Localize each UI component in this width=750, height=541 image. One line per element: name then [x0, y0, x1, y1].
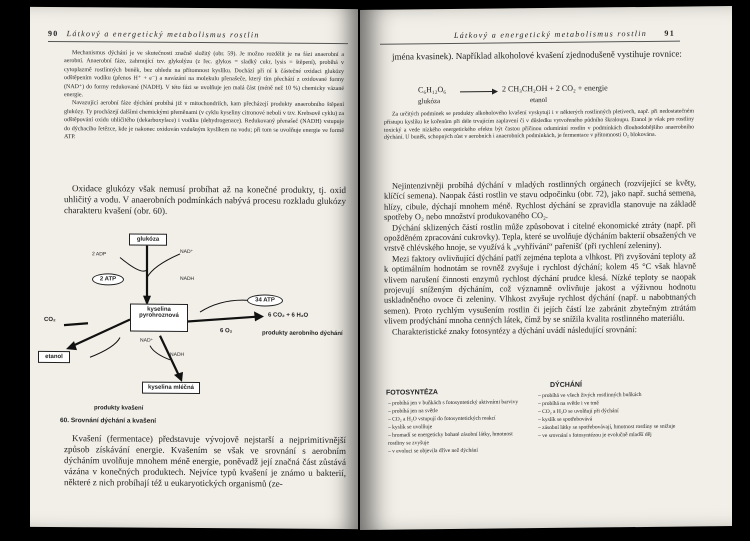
list-item: – probíhá jen na světle	[388, 406, 528, 415]
co2-label: CO₂	[44, 316, 56, 324]
respiration-list	[538, 391, 688, 441]
right-page-number: 91	[664, 28, 676, 38]
aerobic-products-label: produkty aerobního dýchání	[262, 330, 343, 338]
list-item: – ve srovnání s fotosyntézou je evolučně mladší děj	[538, 431, 688, 441]
right-head-text: Látkový a energetický metabolismus rostlin	[454, 28, 648, 40]
ferment-products-label: produkty kvašení	[94, 405, 144, 412]
formula-arrow	[460, 87, 500, 95]
nadh-2-label: NADH	[170, 351, 185, 358]
list-item: – zásobní látky se spotřebovávají, hmotnost rostliny se snižuje	[538, 423, 688, 433]
formula-sub-ethanol: etanol	[530, 95, 548, 105]
right-intro	[384, 48, 694, 62]
formula-products: 2 CH₃CH₂OH + 2 CO₂ + energie	[502, 83, 608, 94]
respiration-title: DÝCHÁNÍ	[550, 381, 582, 389]
ethanol-box: etanol	[38, 351, 70, 363]
list-item: – CO₂ a H₂O vstupují do fotosyntetických reakcí	[388, 414, 528, 423]
photosynthesis-list	[388, 398, 528, 455]
left-page-number: 90	[48, 28, 59, 39]
left-paragraph-2: Navazující aerobní fáze dýchání probíhá již v mitochondriích, kam přecházejí produkty anaerobního štěpení glukózy. Ty procházejí dalšími chemickými přeměnami (v cyklu kyseliny citronové neboli v tzv. Krebsově cyklu) za odštěpování oxidu uhličitého (dekarboxylace) i vodíku (dehydrogenace). Redukovaný přenašeč (NADH) vstupuje do dýchacího řetězce, kde je nakonec oxidován vzdušným kyslíkem na vodu; při tom se uvolňuje energie ve formě ATP.	[64, 100, 344, 141]
left-paragraph-big-text: Oxidace glukózy však nemusí probíhat až na konečné produkty, tj. oxid uhličitý a vodu. V anaerobních podmínkách nabývá procesu rozkladu glukózy charakteru kvašení (obr. 60).	[64, 183, 346, 216]
list-item: – probíhá jen v buňkách s fotosyntetický aktivními barvivy	[388, 398, 528, 407]
list-item: – kyslík se uvolňuje	[388, 422, 528, 431]
lactic-acid-box: kyselina mléčná	[142, 382, 200, 394]
right-intro-text: jména kvasinek). Například alkoholové kvašení zjednodušeně vystihuje rovnice:	[392, 48, 682, 62]
atp2-oval: 2 ATP	[92, 273, 124, 285]
list-item: – kyslík se spotřebovává	[538, 415, 688, 425]
right-small-paragraph	[384, 108, 694, 142]
right-header-rule	[380, 41, 680, 45]
right-paragraph-2: Nejintenzivněji probíhá dýchání v mladých rostlinných orgánech (rozvíjející se květy, klíčící semena). Naopak části rostlin ve stavu odpočinku (obr. 72), jako např. suchá semena, hlízy, cibule, dýchají mnohem méně. Rychlost dýchání se zpravidla stanovuje na základě spotřeby O₂ nebo množství produkovaného CO₂.	[384, 178, 696, 222]
left-head-text: Látkový a energetický metabolismus rostlin	[66, 29, 260, 40]
list-item: – probíhá ve všech živých rostlinných buňkách	[538, 391, 688, 401]
nad-plus-2-label: NAD⁺	[140, 337, 154, 344]
adp-label: 2 ADP	[92, 251, 107, 258]
right-running-head	[454, 29, 683, 40]
right-paragraph-5: Charakteristické znaky fotosyntézy a dýchání uvádí následující srovnání:	[392, 324, 637, 337]
list-item: – hromadí se energeticky bohaté zásobní látky, hmotnost rostliny se zvyšuje	[388, 430, 528, 447]
figure-caption: 60. Srovnání dýchání a kvašení	[60, 417, 157, 425]
formula-sub-glucose: glukóza	[418, 97, 441, 106]
formula-glucose: C₆H₁₂O₆	[418, 85, 447, 95]
left-paragraph-end-text: Kvašení (fermentace) představuje vývojově nejstarší a nejprimitivnější způsob získávání energie. Kvašením se však ve srovnání s aerobním dýcháním uvolňuje mnohem méně energie, poněvadž její značná část zůstává vázána v konečných produktech. Nejvíce typů kvašení je známo u bakterií, některé z nich probíhají též u eukaryotických organismů (ze-	[64, 433, 346, 489]
nad-plus-label: NAD⁺	[180, 248, 194, 255]
nadh-label: NADH	[180, 275, 195, 283]
right-body-text	[384, 178, 696, 337]
left-page	[30, 7, 358, 529]
atp34-oval: 34 ATP	[247, 294, 283, 306]
right-paragraph-4: Mezi faktory ovlivňující dýchání patří zejména teplota a vlhkost. Při zvyšování teploty až k optimálním hodnotám se rovněž zvyšuje i rychlost dýchání; kolem 45 °C však hlavně vlivem narušení činnosti enzymů rychlost dýchání prudce klesá. Nízké teploty se naopak projevují sníženým dýcháním, což významně ovlivňuje jakost a výživnou hodnotu uskladněného ovoce či zeleniny. Vlhkost zvyšuje rychlost dýchání (např. u nabobtnaných semen). Proto rychlým vysušením rostlin či jejích částí lze zabránit zbytečným ztrátám vlivem prodýchání mnoha cenných látek, čímž by se snížila kvalita rostlinného materiálu.	[384, 251, 696, 326]
left-paragraph-end	[64, 433, 346, 490]
pyruvate-box: kyselina pyrohroznová	[130, 304, 188, 332]
right-small-paragraph-text: Za určitých podmínek se produkty alkoholového kvašení vyskytují i v některých rostlinných pletivech, např. při nedostatečném přístupu kyslíku ke kořenům při déle trvajícím zaplavení či v důsledku vytvořeného půdního škraloupu. Etanol je však pro rostliny toxický a vede nízkého energetického efektu být častou příčinou odumírání rostlin v podmínkách dlouhodobějšího anaerobního dýchání. U buněk, schopných růst v aerobních i anaerobních podmínkách, je fermentace v přítomnosti O₂ blokována.	[384, 108, 694, 142]
left-paragraph-1: Mechanismus dýchání je ve skutečnosti značně složitý (obr. 59). Je možno rozdělit je na fázi anaerobní a aerobní. Anaerobní fáze, zahrnující tzv. glykolýzu (z řec. glykos = sladký cukr, lysis = štěpení), probíhá v cytoplazmě rostlinných buněk, bez ohledu na přítomnost kyslíku. Dochází při ní k částečné oxidaci glukózy odštěpením vodíku (přenos H⁺ + e⁻) a navázání na molekulu přenašeče, který tím přechází z oxidované formy (NAD⁺) do formy redukované (NADH). V této fázi se uvolňuje jen malá část (méně než 10 %) chemicky vázané energie.	[64, 50, 344, 99]
oxygen-label: 6 O₂	[220, 328, 233, 335]
list-item: – probíhá na světle i ve tmě	[538, 399, 688, 409]
products-label: 6 CO₂ + 6 H₂O	[268, 312, 309, 319]
right-paragraph-3: Dýchání sklizených částí rostlin může způsobovat i citelné ekonomické ztráty (např. při opožděném zpracování cukrovky). Tepla, které se uvolňuje dýcháním bakterií obsažených ve vrstvě chlévského hnoje, se využívá k „vyhřívání“ pařenišť (při rychlení zeleniny).	[384, 220, 696, 254]
photosynthesis-title: FOTOSYNTÉZA	[386, 389, 438, 397]
list-item: – CO₂ a H₂O se uvolňují při dýchání	[538, 407, 688, 417]
list-item: – v evoluci se objevila dříve než dýchání	[388, 446, 528, 455]
glucose-box: glukóza	[129, 234, 167, 246]
right-page	[360, 6, 732, 530]
